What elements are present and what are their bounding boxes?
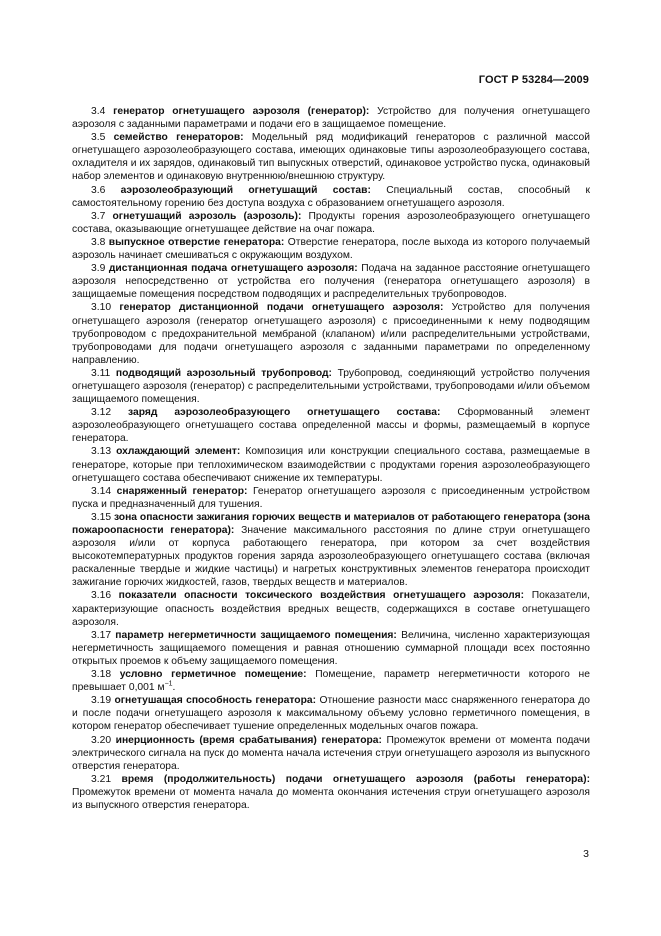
defined-term: огнетушащая способность генератора: [114, 695, 317, 707]
unit-exponent: −1 [164, 680, 173, 688]
definition-tail: . [172, 682, 176, 694]
definition-text: Устройство для получения огнетушащего аэрозоля (генератор огнетушащего аэрозоля) с присоединенными к нему подводящим трубопроводом с предохранительной мембраной (клапаном) и/или распределительными устройствами, трубопроводами для подачи огнетушащего аэрозоля с заданными параметрами по определенному направлению. [72, 302, 590, 366]
defined-term: условно герметичное помещение: [119, 669, 307, 681]
defined-term: параметр негерметичности защищаемого помещения: [115, 629, 397, 641]
definition-text: Устройство для получения огнетушащего аэрозоля с заданными параметрами и подачи его в защищаемое помещение. [72, 106, 590, 131]
clause-number: 3.12 [91, 407, 112, 419]
defined-term: аэрозолеобразующий огнетушащий состав: [120, 184, 371, 196]
definition-text: Величина, численно характеризующая негерметичность защищаемого помещения и равная отношению суммарной площади всех постоянно открытых проемов к объему защищаемого помещения. [72, 629, 590, 667]
definition-entry [72, 301, 590, 366]
definition-entry [72, 668, 590, 694]
definition-text: Помещение, параметр негерметичности которого не превышает 0,001 м [72, 669, 590, 694]
definitions-list [72, 105, 590, 812]
definition-text: Сформованный элемент аэрозолеобразующего огнетушащего состава определенной массы и формы, размещаемый в корпусе генератора. [72, 407, 590, 445]
document-header: ГОСТ Р 53284—2009 [478, 74, 589, 86]
defined-term: показатели опасности токсического воздействия огнетушащего аэрозоля: [118, 590, 525, 602]
clause-number: 3.8 [91, 236, 106, 248]
definition-entry [72, 236, 590, 262]
clause-number: 3.20 [91, 734, 112, 746]
definition-entry [72, 511, 590, 590]
definition-text: Промежуток времени от момента подачи электрического сигнала на пуск до момента начала истечения струи огнетушащего аэрозоля из выпускного отверстия генератора. [72, 734, 590, 772]
defined-term: семейство генераторов: [113, 132, 244, 144]
page-number: 3 [583, 848, 589, 860]
definition-entry [72, 131, 590, 183]
definition-entry [72, 589, 590, 628]
definition-text: Показатели, характеризующие опасность воздействия вредных веществ, содержащихся в составе огнетушащего аэрозоля. [72, 590, 590, 628]
defined-term: огнетушащий аэрозоль (аэрозоль): [112, 210, 302, 222]
definition-text: Отверстие генератора, после выхода из которого получаемый аэрозоль начинает смешиваться с окружающим воздухом. [72, 236, 590, 262]
definition-text: Промежуток времени от момента начала до момента окончания истечения струи огнетушащего аэрозоля из выпускного отверстия генератора. [72, 786, 590, 811]
clause-number: 3.17 [91, 629, 112, 641]
clause-number: 3.15 [91, 511, 112, 523]
clause-number: 3.6 [91, 184, 106, 196]
definition-entry [72, 485, 590, 511]
definition-entry [72, 210, 590, 236]
definition-entry [72, 773, 590, 812]
clause-number: 3.21 [91, 773, 112, 785]
definition-text: Генератор огнетушащего аэрозоля с присоединенным устройством пуска и предназначенный для тушения. [72, 485, 590, 510]
definition-text: Подача на заданное расстояние огнетушащего аэрозоля непосредственно от устройства его получения (генератора огнетушащего аэрозоля) в защищаемые помещения посредством подводящих и распределительных трубопроводов. [72, 263, 590, 301]
definition-entry [72, 694, 590, 733]
definition-entry [72, 367, 590, 406]
defined-term: генератор огнетушащего аэрозоля (генератор): [113, 106, 370, 117]
definition-text: Композиция или конструкции специального состава, размещаемые в генераторе, которые при теплохимическом взаимодействии с продуктами горения аэрозолеобразующего огнетушащего состава обеспечивают снижение их температуры. [72, 446, 590, 484]
clause-number: 3.14 [91, 485, 112, 497]
defined-term: генератор дистанционной подачи огнетушащего аэрозоля: [119, 302, 444, 314]
clause-number: 3.19 [91, 695, 112, 707]
definition-entry [72, 105, 590, 131]
definition-entry [72, 734, 590, 773]
definition-text: Специальный состав, способный к самостоятельному горению без доступа воздуха с образованием огнетушащего аэрозоля. [72, 184, 590, 209]
definition-entry [72, 406, 590, 445]
definition-text: Значение максимального расстояния по длине струи огнетушащего аэрозоля и/или от корпуса работающего генератора, при котором за счет воздействия высокотемпературных продуктов горения заряда аэрозолеобразующего огнетушащего состава (включая раскаленные твердые и жидкие частицы) и нагретых конструктивных элементов генератора происходит зажигание горючих жидкостей, газов, твердых веществ и материалов. [72, 525, 591, 589]
clause-number: 3.18 [91, 669, 112, 681]
clause-number: 3.10 [91, 302, 112, 314]
definition-text: Модельный ряд модификаций генераторов с различной массой огнетушащего аэрозолеобразующего состава, имеющих одинаковые типы аэрозолеобразующего состава, охладителя и их зарядов, одинаковый тип выпускных отверстий, одинаковое устройство пуска, одинаковый набор элементов и одинаковую внутреннюю/внешнюю структуру. [72, 132, 590, 183]
definition-entry [72, 629, 590, 668]
defined-term: дистанционная подача огнетушащего аэрозоля: [108, 263, 358, 275]
defined-term: подводящий аэрозольный трубопровод: [115, 367, 332, 379]
definition-entry [72, 184, 590, 210]
clause-number: 3.4 [91, 106, 106, 117]
clause-number: 3.9 [91, 263, 106, 275]
defined-term: заряд аэрозолеобразующего огнетушащего состава: [127, 407, 441, 419]
definition-text: Трубопровод, соединяющий устройство получения огнетушащего аэрозоля (генератор) с распределительными устройствами, трубопроводами и/или объемом защищаемого помещения. [72, 367, 590, 406]
clause-number: 3.16 [91, 590, 112, 602]
definition-text: Продукты горения аэрозолеобразующего огнетушащего состава, оказывающие огнетушащее действие на очаг пожара. [72, 210, 590, 235]
clause-number: 3.11 [91, 367, 111, 379]
definition-entry [72, 262, 590, 301]
defined-term: охлаждающий элемент: [116, 446, 241, 458]
defined-term: инерционность (время срабатывания) генератора: [115, 734, 382, 746]
defined-term: выпускное отверстие генератора: [108, 236, 285, 248]
clause-number: 3.5 [91, 132, 106, 144]
defined-term: снаряженный генератор: [116, 485, 248, 497]
defined-term: время (продолжительность) подачи огнетушащего аэрозоля (работы генератора): [121, 773, 590, 785]
clause-number: 3.13 [91, 446, 112, 458]
definition-text: Отношение разности масс снаряженного генератора до и после подачи огнетушащего аэрозоля к максимальному объему условно герметичного помещения, в котором генератор обеспечивает тушение определенных модельных очагов пожара. [72, 695, 590, 733]
definition-entry [72, 445, 590, 484]
clause-number: 3.7 [91, 210, 106, 222]
defined-term: зона опасности зажигания горючих веществ и материалов от работающего генератора (зона пожароопасности генератора): [72, 511, 590, 536]
